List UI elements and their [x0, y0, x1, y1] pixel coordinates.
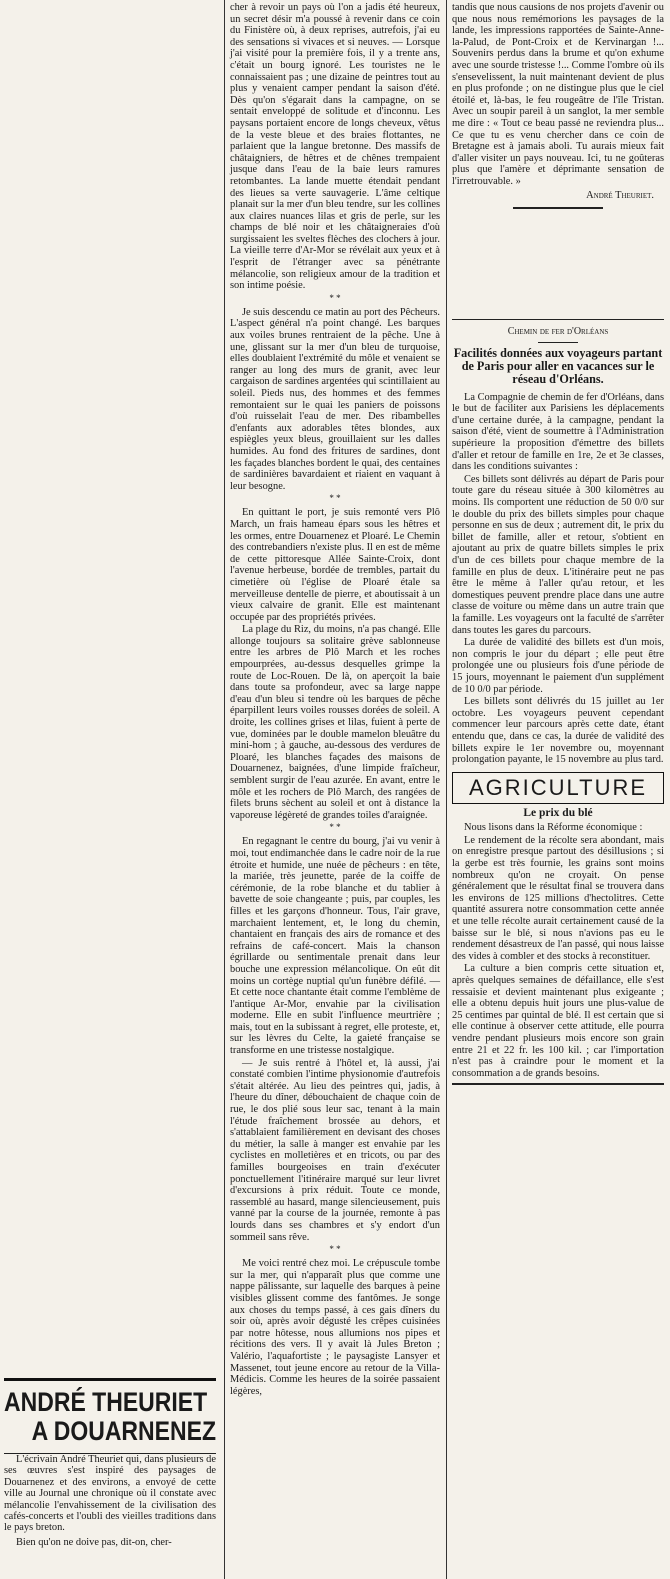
section-separator: * * [329, 822, 341, 833]
article-end-rule [513, 207, 603, 209]
agriculture-subtitle: Le prix du blé [523, 806, 593, 819]
article-first-line: Bien qu'on ne doive pas, dit-on, cher- [16, 1536, 172, 1548]
right-column [452, 2, 664, 1089]
article-continuation: tandis que nous causions de nos projets d'avenir ou que nous nous remémorions les paysages de la lande, les impressions rapportées de Sainte-Anne-la-Palud, de Pont-Croix et de Kervinargan !... Souvenirs perdus dans la brume et qu'on exhume avec une sourde tristesse !... Comme l'ombre où ils s'ensevelissent, la nuit maintenant devient de plus en plus profonde ; on ne distingue plus que le ciel étoilé et, là-bas, le feu rougeâtre de l'île Tristan. Avec un soupir pareil à un sanglot, la mer semble me dire : « Tout ce beau passé ne reviendra plus... Ce que tu es venu chercher dans ce coin de Bretagne est à jamais aboli. Tu aurais mieux fait d'aller visiter un pays nouveau. Ici, tu ne goûteras plus que l'amère et déprimante sensation de l'irretrouvable. » [452, 2, 664, 187]
blank-space [452, 219, 664, 315]
article-paragraph: cher à revoir un pays où l'on a jadis été heureux, un secret désir m'a poussé à revenir dans ce coin du Finistère où, à deux reprises, autrefois, j'ai eu des sensations si vivaces et si neuves. — Lorsque j'ai visité pour la première fois, il y a trente ans, c'était un bourg ignoré. Les touristes ne le connaissaient pas ; une dizaine de peintres tout au plus y venaient camper pendant la saison d'été. Dès qu'on s'égarait dans la campagne, on se sentait enveloppé de solitude et d'inconnu. Les paysans portaient encore de longs cheveux, vêtus de la veste bleue et des braies flottantes, ne parlaient que la langue bretonne. Des massifs de châtaigniers, de hêtres et de chênes trempaient jusque dans l'eau de la baie leurs ramures retombantes. La lande muette étendait pendant des lieues sa verte sauvagerie. L'âme celtique planait sur la mer d'un bleu tendre, sur les collines aux claires nuances lilas et gris de perle, sur les champs de blé noir et les châtaigneraies d'où surgissaient les sveltes flèches des clochers à jour. La vieille terre d'Ar-Mor se révélait aux yeux et à l'esprit de l'étranger avec sa pénétrante mélancolie, son religieux amour de la tradition et son intime poésie. [230, 2, 440, 292]
section-separator: * * [329, 493, 341, 504]
article-header [4, 1378, 216, 1549]
headline-place: A DOUARNENEZ [31, 1415, 216, 1446]
agriculture-banner-box [452, 772, 664, 804]
railway-paragraph: Les billets sont délivrés du 15 juillet au 1er octobre. Les voyageurs peuvent cependant commencer leur parcours après cette date, étant entendu que, dans ce cas, la durée de validité des billets expire le 1er novembre ou, moyennant prolongation payante, le 15 novembre au plus tard. [452, 696, 664, 766]
section-separator: * * [329, 292, 341, 303]
header-rule [4, 1378, 216, 1381]
agriculture-paragraph: La culture a bien compris cette situation et, après quelques semaines de défaillance, elle s'est ressaisie et devient maintenant plus exigeante ; elle a obtenu depuis huit jours une plus-value de 25 centimes par quintal de blé. Il est certain que si elle continue à observer cette attitude, elle pourra vendre pendant plusieurs mois encore son grain entre 21 et 22 fr. les 100 kil. ; car l'importation n'est pas à craindre pour le moment et la consommation a de grands besoins. [452, 963, 664, 1079]
article-signature: André Theuriet. [586, 189, 654, 201]
railway-paragraph: La durée de validité des billets est d'un mois, non compris le jour du départ ; elle peut être prolongée une ou plusieurs fois d'une période de 15 jours, moyennant le paiement d'un supplément de 10 0/0 par période. [452, 637, 664, 695]
article-paragraph: Me voici rentré chez moi. Le crépuscule tombe sur la mer, qui n'apparaît plus que comme une nappe pâlissante, sur laquelle des barques à peine visibles glissent comme des fantômes. Je songe aux choses du temps passé, à ces gais dîners du soir où, après avoir dégusté les crêpes cuisinées par notre hôtesse, nous allumions nos pipes et récitions des vers. Il y avait là Jules Breton ; Valério, l'aquafortiste ; le paysagiste Lansyer et Massenet, tout jeune encore au retour de la Villa-Médicis. Comme les heures de la soirée passaient légères, [230, 1258, 440, 1397]
article-intro: L'écrivain André Theuriet qui, dans plusieurs de ses œuvres s'est inspiré des paysages de Douarnenez et des environs, a envoyé de cette ville au Journal une chronique où il constate avec mélancolie l'envahissement de la civilisation des cafés-concerts et l'oubli des vieilles traditions dans le pays breton. [4, 1454, 216, 1534]
column-rule-left [224, 0, 225, 1579]
railway-paragraph: La Compagnie de chemin de fer d'Orléans, dans le but de faciliter aux Parisiens les déplacements d'une certaine durée, à la campagne, pendant la saison d'été, vient de soumettre à l'Administration supérieure la proposition d'émettre des billets d'aller et retour de famille en 1re, 2e et 3e classes, dans les conditions suivantes : [452, 391, 664, 473]
article-body [230, 2, 440, 1398]
section-separator: * * [329, 1244, 341, 1255]
railway-headline: Facilités données aux voyageurs partant de Paris pour aller en vacances sur le réseau d'Orléans. [453, 345, 663, 386]
railway-kicker: Chemin de fer d'Orléans [507, 326, 609, 338]
agriculture-banner: AGRICULTURE [468, 774, 648, 800]
article-paragraph: — Je suis rentré à l'hôtel et, là aussi, j'ai constaté combien l'intime physionomie d'autrefois s'était altérée. Au lieu des peintres qui, jadis, à l'heure du dîner, débouchaient de chaque coin de rue, le dos plié sous leur sac, tenant à la main l'étude fraîchement brossée au dehors, et s'attablaient familièrement en devisant des choses du métier, la salle à manger est envahie par les cyclistes en molletières et en tricots, ou par des familles bourgeoises en train d'exécuter ponctuellement l'itinéraire marqué sur leur livret d'excursions à prix réduit. Toute ce monde, rassemblé au hasard, mange silencieusement, puis vanné par la course de la journée, remonte à pas lourds dans ses chambres et s'y endort d'un sommeil sans rêve. [230, 1057, 440, 1243]
article-paragraph: En regagnant le centre du bourg, j'ai vu venir à moi, tout endimanchée dans le cadre noir de la rue étroite et humide, une nuée de pêcheurs : en tête, la mariée, très jeunette, parée de la coiffe de cérémonie, de la robe blanche et du tablier à bavette de soie changeante ; puis, par couples, les filles et les garçons d'honneur. Tous, l'air grave, marchaient lentement, et, le long du chemin, chantaient en français des airs de romance et des refrains de café-concert. Mais la chanson égrillarde ou sentimentale prenait dans leur bouche une expression mélancolique. On eût dit moins un cortège nuptial qu'un funèbre défilé. — Et cette noce chantante était comme l'emblème de l'antique Ar-Mor, envahie par la civilisation moderne. Elle en subit l'influence meurtrière ; mais, tout en la subissant à regret, elle proteste, et, sur les lèvres du Celte, la gaieté française se transforme en une tristesse nostalgique. [230, 836, 440, 1057]
article-paragraph: La plage du Riz, du moins, n'a pas changé. Elle allonge toujours sa solitaire grève sablonneuse entre les arbres de Plô March et les roches empourprées, au-dessus desquelles grimpe la route de Loc-Rouen. De là, on aperçoit la baie dans toute sa profondeur, avec sa large nappe d'eau d'un bleu si tendre où les barques de pêche éparpillent leurs voiles rousses dorées de soleil. A droite, les collines grises et lilas, fuient à perte de vue, dominées par le double mamelon bleuâtre du mini-hom ; à gauche, au-dessous des verdures de Ploaré, les blanches façades des maisons de Douarnenez, baignées, d'une limpide fraîcheur, semblent surgir de l'eau azurée. En avant, entre le môle et les rochers de Plô March, des rangées de filets bruns sèchent au soleil et ont à distance la vaporeuse légèreté de grandes toiles d'araignée. [230, 624, 440, 821]
article-paragraph: En quittant le port, je suis remonté vers Plô March, un frais hameau épars sous les hêtres et les ormes, entre Douarnenez et Ploaré. Le Chemin des contrebandiers n'existe plus. Il en est de même de cette pittoresque Allée Sainte-Croix, dont l'avenue herbeuse, bordée de trembles, partait du cimetière où l'église de Ploaré étale sa merveilleuse dentelle de pierre, et aboutissait à un vieux calvaire de granit. Elle est maintenant occupée par des propriétés privées. [230, 507, 440, 623]
railway-top-rule [452, 319, 664, 320]
article-paragraph: Je suis descendu ce matin au port des Pêcheurs. L'aspect général n'a point changé. Les barques aux voiles brunes rentraient de la pêche. Une à une, glissant sur la mer d'un bleu de turquoise, elles doublaient l'extrémité du môle et venaient se ranger au long des murs de granit, avec leur cargaison de sardines argentées qui scintillaient au soleil. Pieds nus, des hommes et des femmes remontaient sur le quai les paniers de poissons d'où ruisselait l'eau de mer. Des ribambelles d'enfants aux adorables têtes blondes, aux espiègles yeux bleus, grouillaient sur les dalles humides. Au fond des fritures de sardines, dont les façades blanches bordent le quai, des centaines de sardinières bavardaient et riaient en vaquant à leur besogne. [230, 306, 440, 492]
headline-author: ANDRÉ THEURIET [4, 1386, 208, 1417]
agriculture-paragraph: Le rendement de la récolte sera abondant, mais on enregistre presque partout des désillusions ; si la gerbe est très fournie, les grains sont moins nombreux qu'on ne croyait. On pense généralement que le résultat final se trouvera dans les environs de 125 millions d'hectolitres. Cette quantité assurera notre consommation cette année et une telle récolte aurait certainement causé de la baisse sur le blé, si nous n'avions pas eu le rendement désastreux de l'an passé, qui nous laisse des vides à combler et des stocks à reconstituer. [452, 834, 664, 962]
railway-paragraph: Ces billets sont délivrés au départ de Paris pour toute gare du réseau située à 300 kilomètres au moins. Ils comportent une réduction de 50 0/0 sur le double du prix des billets simples pour chaque personne en sus de deux ; autrement dit, le prix du billet de famille, aller et retour, s'obtient en ajoutant au prix de quatre billets simples le prix d'un de ces billets pour chaque membre de la famille en plus de deux. L'itinéraire peut ne pas être le même à l'aller qu'au retour, et les domestiques peuvent prendre place dans une autre classe de voiture ou même dans un autre train que la famille. Les voyageurs ont la faculté de s'arrêter dans toutes les gares du parcours. [452, 473, 664, 636]
agriculture-lead: Nous lisons dans la Réforme économique : [464, 822, 643, 834]
column-rule-right [446, 0, 447, 1579]
agriculture-end-rule [452, 1083, 664, 1085]
kicker-rule [538, 342, 578, 343]
